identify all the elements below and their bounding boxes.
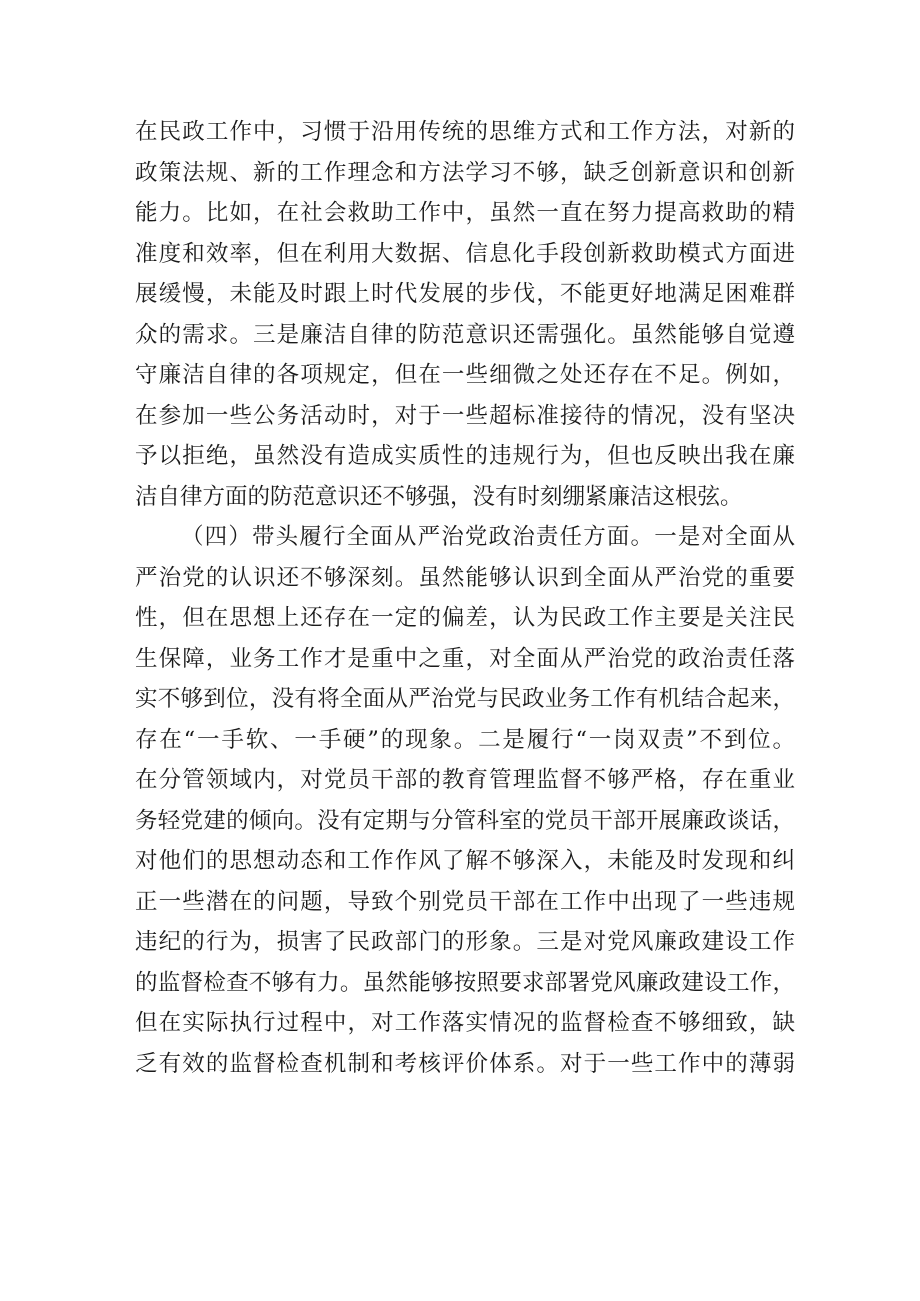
text-line: 政策法规、新的工作理念和方法学习不够，缺乏创新意识和创新 <box>135 159 795 186</box>
text-line: 但在实际执行过程中，对工作落实情况的监督检查不够细致，缺 <box>135 1010 795 1036</box>
text-line: 生保障，业务工作才是重中之重，对全面从严治党的政治责任落 <box>135 645 795 672</box>
text-line: 准度和效率，但在利用大数据、信息化手段创新救助模式方面进 <box>135 240 795 267</box>
text-line: 违纪的行为，损害了民政部门的形象。三是对党风廉政建设工作 <box>135 929 795 955</box>
text-line: 的监督检查不够有力。虽然能够按照要求部署党风廉政建设工作， <box>135 969 795 996</box>
text-line: 务轻党建的倾向。没有定期与分管科室的党员干部开展廉政谈话， <box>135 807 795 834</box>
text-line: 能力。比如，在社会救助工作中，虽然一直在努力提高救助的精 <box>135 200 795 226</box>
text-line: 乏有效的监督检查机制和考核评价体系。对于一些工作中的薄弱 <box>135 1050 795 1077</box>
text-line: 对他们的思想动态和工作作风了解不够深入，未能及时发现和纠 <box>135 848 795 874</box>
text-line: 性，但在思想上还存在一定的偏差，认为民政工作主要是关注民 <box>135 605 795 631</box>
body-text <box>135 112 795 1084</box>
section-heading-line: （四）带头履行全面从严治党政治责任方面。一是对全面从 <box>181 524 795 550</box>
text-line: 予以拒绝，虽然没有造成实质性的违规行为，但也反映出我在廉 <box>135 443 795 469</box>
text-line: 守廉洁自律的各项规定，但在一些细微之处还存在不足。例如， <box>135 362 795 388</box>
text-line: 实不够到位，没有将全面从严治党与民政业务工作有机结合起来， <box>135 686 795 712</box>
text-line: 在分管领域内，对党员干部的教育管理监督不够严格，存在重业 <box>135 767 795 793</box>
text-line: 众的需求。三是廉洁自律的防范意识还需强化。虽然能够自觉遵 <box>135 321 795 348</box>
text-line: 严治党的认识还不够深刻。虽然能够认识到全面从严治党的重要 <box>135 564 795 591</box>
text-line: 在民政工作中，习惯于沿用传统的思维方式和工作方法，对新的 <box>135 119 795 145</box>
text-line: 存在“一手软、一手硬”的现象。二是履行“一岗双责”不到位。 <box>135 726 795 753</box>
text-line: 展缓慢，未能及时跟上时代发展的步伐，不能更好地满足困难群 <box>135 281 795 307</box>
text-line: 正一些潜在的问题，导致个别党员干部在工作中出现了一些违规 <box>135 888 795 915</box>
paragraph-end-line: 洁自律方面的防范意识还不够强，没有时刻绷紧廉洁这根弦。 <box>135 483 743 510</box>
text-line: 在参加一些公务活动时，对于一些超标准接待的情况，没有坚决 <box>135 402 795 429</box>
